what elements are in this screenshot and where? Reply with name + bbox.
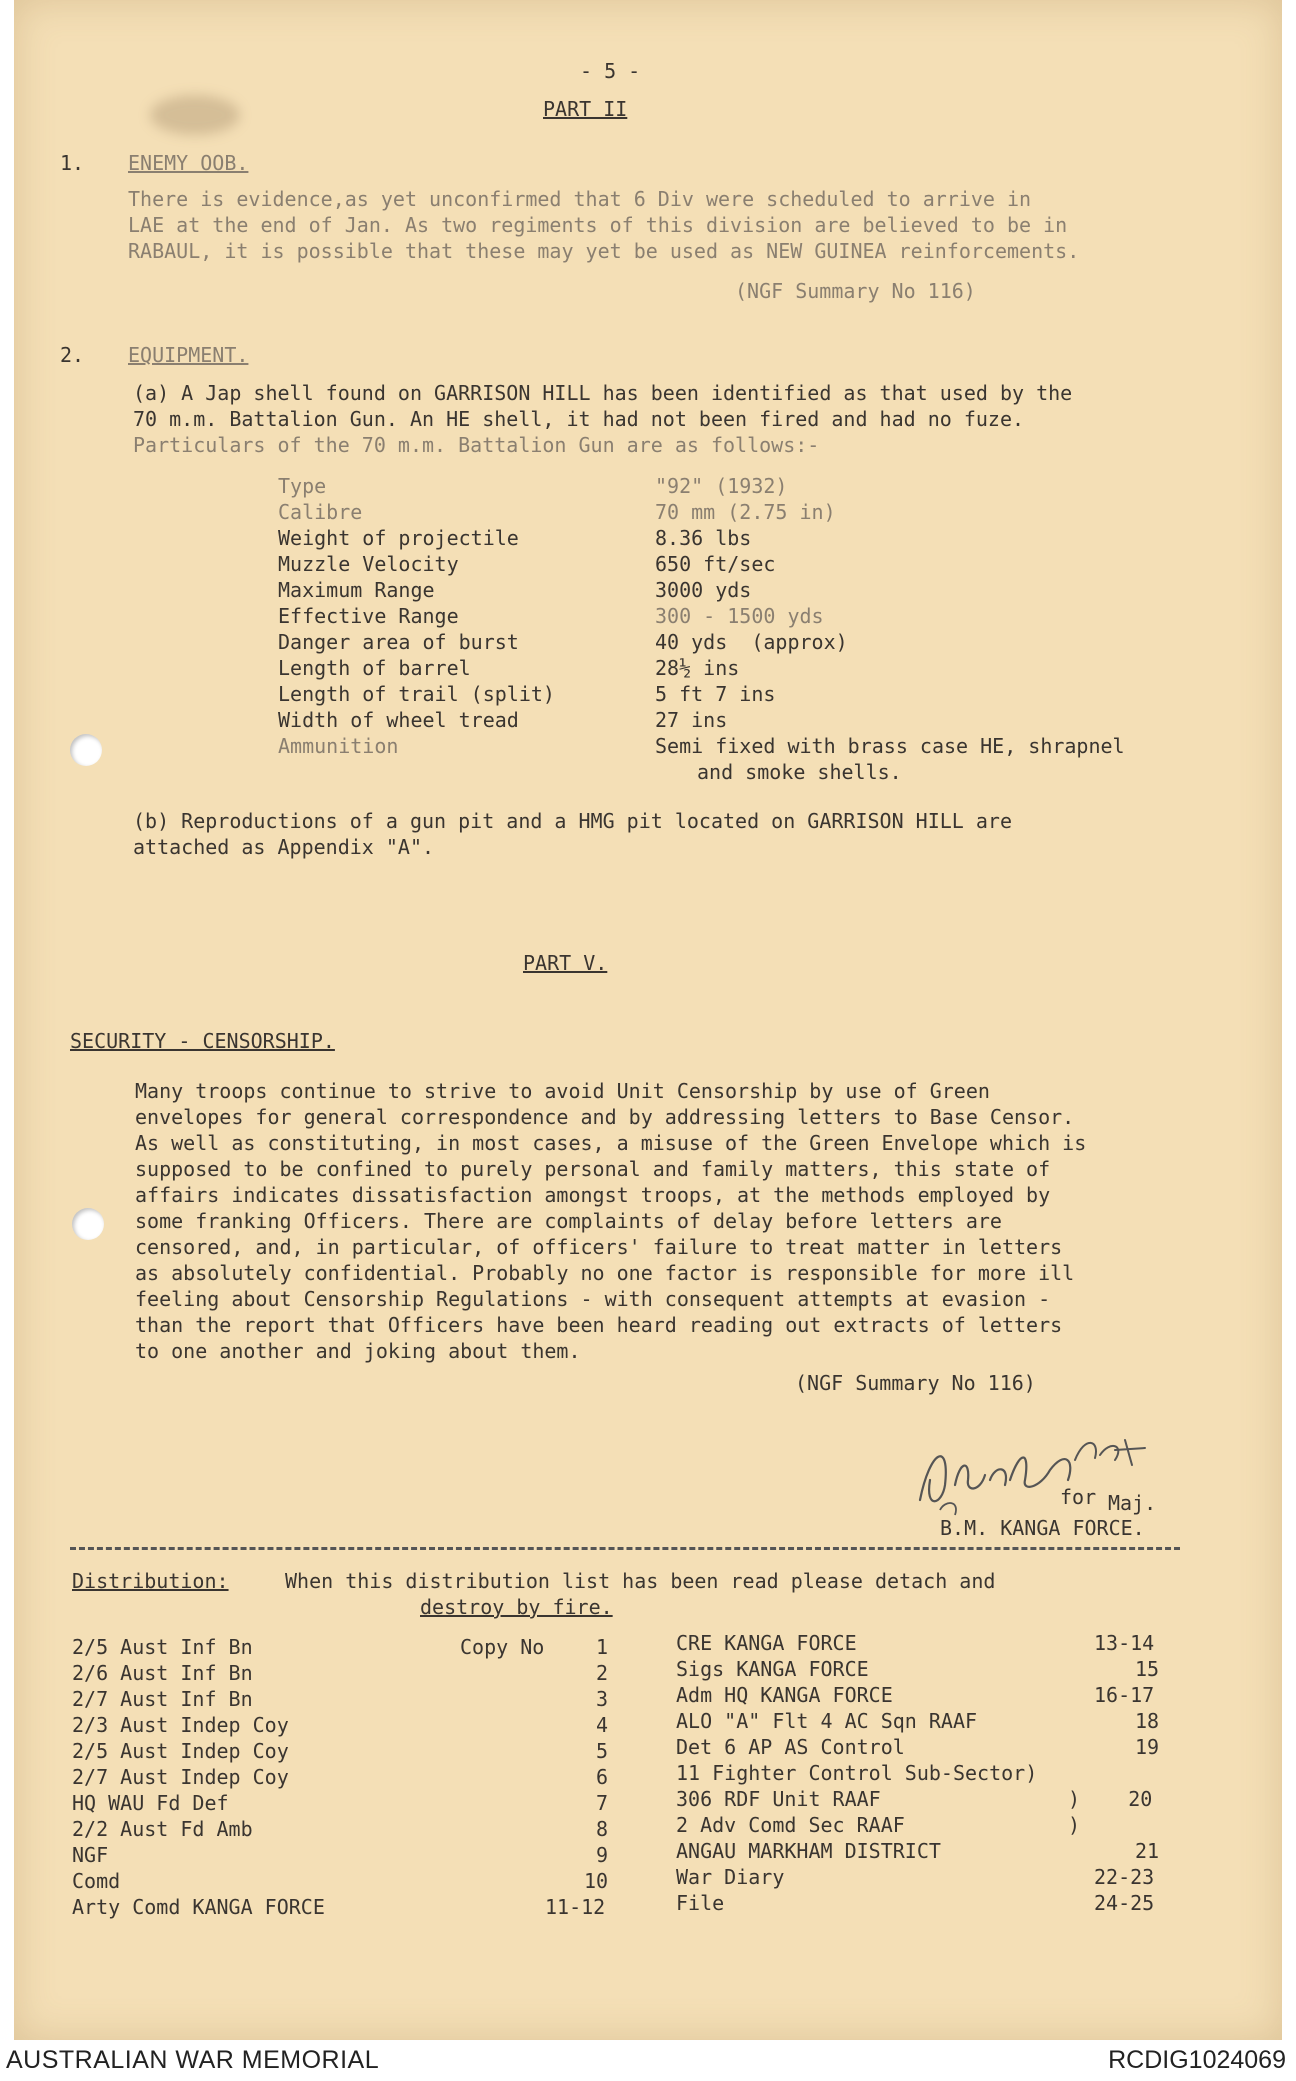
spec-label: Danger area of burst xyxy=(278,630,519,654)
recipient: Det 6 AP AS Control xyxy=(676,1735,905,1759)
recipient: CRE KANGA FORCE xyxy=(676,1631,857,1655)
body-line: to one another and joking about them. xyxy=(135,1339,581,1363)
footer-source: AUSTRALIAN WAR MEMORIAL xyxy=(6,2046,380,2074)
copy-number: 15 xyxy=(1135,1657,1160,1681)
copy-number: 16-17 xyxy=(1094,1683,1155,1707)
spec-label: Width of wheel tread xyxy=(278,708,519,732)
recipient: Adm HQ KANGA FORCE xyxy=(676,1683,893,1707)
recipient: 2/5 Aust Indep Coy xyxy=(72,1739,289,1763)
recipient: File xyxy=(676,1891,725,1915)
copy-number: 2 xyxy=(596,1661,609,1685)
recipient: ALO "A" Flt 4 AC Sqn RAAF xyxy=(676,1709,978,1733)
body-line: There is evidence,as yet unconfirmed that 6 Div were scheduled to arrive in xyxy=(128,187,1032,211)
part-ii-heading: PART II xyxy=(543,97,628,121)
distribution-instruction: When this distribution list has been read please detach and xyxy=(285,1569,996,1593)
copy-number: 11-12 xyxy=(545,1895,606,1919)
body-line: (a) A Jap shell found on GARRISON HILL has been identified as that used by the xyxy=(133,381,1073,405)
body-line: supposed to be confined to purely personal and family matters, this state of xyxy=(135,1157,1051,1181)
spec-value: 70 mm (2.75 in) xyxy=(655,500,836,524)
spec-value: 3000 yds xyxy=(655,578,752,602)
spec-label: Type xyxy=(278,474,327,498)
copy-number: 3 xyxy=(596,1687,609,1711)
copy-number: 19 xyxy=(1135,1735,1160,1759)
body-line: 70 m.m. Battalion Gun. An HE shell, it had not been fired and had no fuze. xyxy=(133,407,1025,431)
spec-value: 5 ft 7 ins xyxy=(655,682,776,706)
body-line: Particulars of the 70 m.m. Battalion Gun are as follows:- xyxy=(133,433,820,457)
section-title: EQUIPMENT. xyxy=(128,343,249,367)
recipient: Arty Comd KANGA FORCE xyxy=(72,1895,325,1919)
body-line: As well as constituting, in most cases, a misuse of the Green Envelope which is xyxy=(135,1131,1087,1155)
footer-id: RCDIG1024069 xyxy=(1108,2046,1286,2074)
recipient: ANGAU MARKHAM DISTRICT xyxy=(676,1839,941,1863)
body-line: Many troops continue to strive to avoid Unit Censorship by use of Green xyxy=(135,1079,990,1103)
section-number: 1. xyxy=(60,151,85,175)
spec-label: Calibre xyxy=(278,500,363,524)
body-line: RABAUL, it is possible that these may yet be used as NEW GUINEA reinforcements. xyxy=(128,239,1080,263)
spec-label: Effective Range xyxy=(278,604,459,628)
copy-number: 4 xyxy=(596,1713,609,1737)
recipient: War Diary xyxy=(676,1865,785,1889)
source-reference: (NGF Summary No 116) xyxy=(795,1371,1036,1395)
copy-no-label: Copy No xyxy=(460,1635,545,1659)
recipient: HQ WAU Fd Def xyxy=(72,1791,229,1815)
spec-value: 650 ft/sec xyxy=(655,552,776,576)
copy-number: 9 xyxy=(596,1843,609,1867)
spec-label: Weight of projectile xyxy=(278,526,519,550)
copy-number: 8 xyxy=(596,1817,609,1841)
recipient: 2 Adv Comd Sec RAAF xyxy=(676,1813,905,1837)
copy-number: 21 xyxy=(1135,1839,1160,1863)
bracket: ) xyxy=(1068,1813,1081,1837)
recipient: Sigs KANGA FORCE xyxy=(676,1657,869,1681)
signature-for: for xyxy=(1060,1485,1097,1509)
body-line: envelopes for general correspondence and by addressing letters to Base Censor. xyxy=(135,1105,1075,1129)
distribution-label: Distribution: xyxy=(72,1569,229,1593)
copy-number: 7 xyxy=(596,1791,609,1815)
source-reference: (NGF Summary No 116) xyxy=(735,279,976,303)
spec-label: Muzzle Velocity xyxy=(278,552,459,576)
copy-number: 5 xyxy=(596,1739,609,1763)
spec-label: Length of barrel xyxy=(278,656,471,680)
body-line: affairs indicates dissatisfaction amongst troops, at the methods employed by xyxy=(135,1183,1051,1207)
spec-value: 28½ ins xyxy=(655,656,740,680)
copy-number: 22-23 xyxy=(1094,1865,1155,1889)
recipient: 306 RDF Unit RAAF xyxy=(676,1787,881,1811)
spec-value: "92" (1932) xyxy=(655,474,788,498)
spec-value: 300 - 1500 yds xyxy=(655,604,824,628)
punch-hole xyxy=(70,734,102,766)
copy-number: 1 xyxy=(596,1635,609,1659)
recipient: 2/7 Aust Indep Coy xyxy=(72,1765,289,1789)
recipient: 2/6 Aust Inf Bn xyxy=(72,1661,253,1685)
archive-footer xyxy=(0,2040,1296,2081)
recipient: 2/3 Aust Indep Coy xyxy=(72,1713,289,1737)
copy-number: 10 xyxy=(584,1869,609,1893)
spec-value: 40 yds (approx) xyxy=(655,630,848,654)
section-number: 2. xyxy=(60,343,85,367)
recipient: NGF xyxy=(72,1843,109,1867)
recipient: 2/7 Aust Inf Bn xyxy=(72,1687,253,1711)
body-line: as absolutely confidential. Probably no one factor is responsible for more ill xyxy=(135,1261,1075,1285)
body-line: attached as Appendix "A". xyxy=(133,835,435,859)
part-v-heading: PART V. xyxy=(523,951,608,975)
copy-number: ) 20 xyxy=(1068,1787,1153,1811)
spec-label: Ammunition xyxy=(278,734,399,758)
spec-label: Length of trail (split) xyxy=(278,682,555,706)
detach-line xyxy=(70,1547,1180,1550)
copy-number: 24-25 xyxy=(1094,1891,1155,1915)
body-line: (b) Reproductions of a gun pit and a HMG pit located on GARRISON HILL are xyxy=(133,809,1012,833)
copy-number: 18 xyxy=(1135,1709,1160,1733)
recipient: 2/2 Aust Fd Amb xyxy=(72,1817,253,1841)
section-title: SECURITY - CENSORSHIP. xyxy=(70,1029,335,1053)
signatory-title: B.M. KANGA FORCE. xyxy=(940,1516,1145,1540)
section-title: ENEMY OOB. xyxy=(128,151,249,175)
recipient: Comd xyxy=(72,1869,121,1893)
body-line: some franking Officers. There are complaints of delay before letters are xyxy=(135,1209,1002,1233)
body-line: LAE at the end of Jan. As two regiments of this division are believed to be in xyxy=(128,213,1068,237)
signatory-rank: Maj. xyxy=(1108,1491,1157,1515)
spec-value: Semi fixed with brass case HE, shrapnel xyxy=(655,734,1125,758)
page-number: - 5 - xyxy=(580,59,641,83)
distribution-instruction: destroy by fire. xyxy=(420,1595,613,1619)
copy-number: 13-14 xyxy=(1094,1631,1155,1655)
body-line: censored, and, in particular, of officers' failure to treat matter in letters xyxy=(135,1235,1063,1259)
body-line: feeling about Censorship Regulations - with consequent attempts at evasion - xyxy=(135,1287,1051,1311)
stain xyxy=(150,95,240,135)
spec-label: Maximum Range xyxy=(278,578,435,602)
recipient: 11 Fighter Control Sub-Sector) xyxy=(676,1761,1038,1785)
body-line: than the report that Officers have been heard reading out extracts of letters xyxy=(135,1313,1063,1337)
spec-value-continued: and smoke shells. xyxy=(697,760,902,784)
spec-value: 27 ins xyxy=(655,708,728,732)
spec-value: 8.36 lbs xyxy=(655,526,752,550)
copy-number: 6 xyxy=(596,1765,609,1789)
recipient: 2/5 Aust Inf Bn xyxy=(72,1635,253,1659)
punch-hole xyxy=(72,1208,104,1240)
